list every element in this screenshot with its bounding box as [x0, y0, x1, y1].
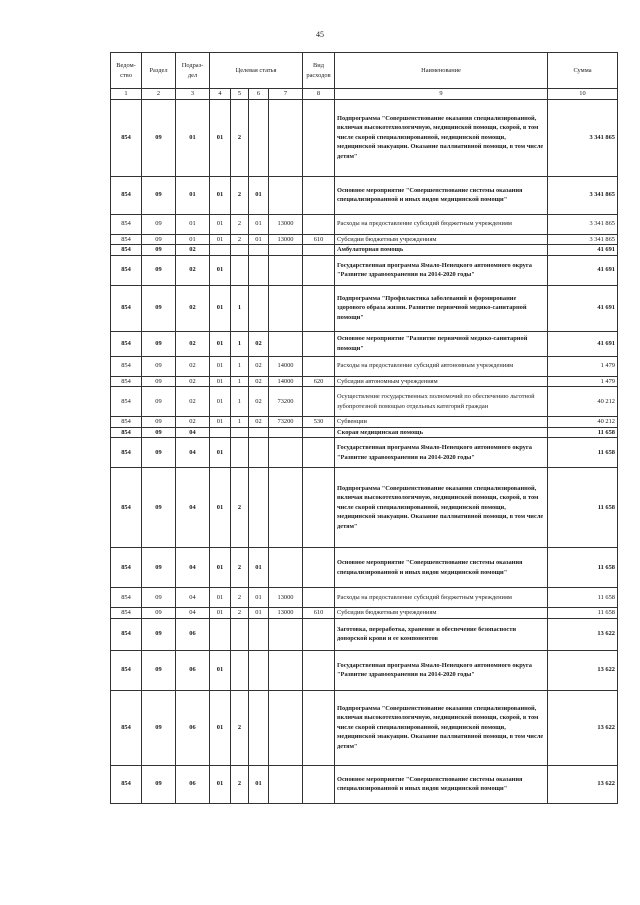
cell-ts-program: 01 — [210, 588, 231, 608]
cell-vid-raskhodov — [303, 468, 335, 548]
cell-naimenovanie: Скорая медицинская помощь — [335, 427, 548, 438]
cell-vid-raskhodov — [303, 650, 335, 690]
cell-vedomstvo: 854 — [111, 468, 142, 548]
cell-summa: 11 658 — [548, 438, 618, 468]
cell-razdel: 09 — [142, 438, 176, 468]
cell-vid-raskhodov — [303, 285, 335, 331]
cell-razdel: 09 — [142, 618, 176, 650]
cell-ts-program: 01 — [210, 438, 231, 468]
cell-podrazdel: 02 — [176, 376, 210, 387]
cell-razdel: 09 — [142, 427, 176, 438]
cell-podrazdel: 01 — [176, 99, 210, 176]
cell-naimenovanie: Государственная программа Ямало-Ненецкого автономного округа "Развитие здравоохранения на 2014-2020 годы" — [335, 438, 548, 468]
cell-vid-raskhodov: 620 — [303, 376, 335, 387]
cell-naimenovanie: Расходы на предоставление субсидий бюджетным учреждениям — [335, 214, 548, 234]
cell-ts-event — [249, 255, 269, 285]
cell-naimenovanie: Субвенции — [335, 417, 548, 428]
cell-summa: 13 622 — [548, 618, 618, 650]
cell-vid-raskhodov: 610 — [303, 234, 335, 245]
cell-vid-raskhodov: 530 — [303, 417, 335, 428]
cell-podrazdel: 02 — [176, 255, 210, 285]
cell-ts-event — [249, 438, 269, 468]
cell-podrazdel: 06 — [176, 618, 210, 650]
cell-naimenovanie: Подпрограмма "Совершенствование оказания специализированной, включая высокотехнологичную, медицинской помощи, скорой, в том числе скорой специализированной, медицинской помощи, медицинской эвакуации. Оказание паллиативной помощи, в том числе детям" — [335, 468, 548, 548]
cell-ts-program: 01 — [210, 214, 231, 234]
cell-ts-direction: 14000 — [269, 376, 303, 387]
cell-ts-subprogram: 2 — [231, 234, 249, 245]
cell-razdel: 09 — [142, 245, 176, 256]
cell-ts-event — [249, 245, 269, 256]
table-row — [111, 331, 618, 356]
cell-ts-event — [249, 427, 269, 438]
cell-ts-event — [249, 690, 269, 765]
cell-ts-program: 01 — [210, 650, 231, 690]
table-row — [111, 387, 618, 417]
cell-naimenovanie: Расходы на предоставление субсидий автономным учреждениям — [335, 356, 548, 376]
cell-naimenovanie: Основное мероприятие "Совершенствование системы оказания специализированной и иных видов медицинской помощи" — [335, 176, 548, 214]
cell-razdel: 09 — [142, 417, 176, 428]
cell-summa: 41 691 — [548, 255, 618, 285]
cell-ts-subprogram — [231, 618, 249, 650]
cell-ts-subprogram: 1 — [231, 417, 249, 428]
cell-ts-direction — [269, 99, 303, 176]
cell-podrazdel: 04 — [176, 468, 210, 548]
cell-podrazdel: 01 — [176, 176, 210, 214]
cell-vid-raskhodov — [303, 588, 335, 608]
table-row — [111, 99, 618, 176]
table-row — [111, 417, 618, 428]
cell-ts-direction — [269, 245, 303, 256]
cell-podrazdel: 02 — [176, 356, 210, 376]
cell-naimenovanie: Осуществление государственных полномочий по обеспечению льготной зубопротезной помощью отдельных категорий граждан — [335, 387, 548, 417]
table-row — [111, 588, 618, 608]
cell-vedomstvo: 854 — [111, 356, 142, 376]
cell-ts-subprogram: 2 — [231, 214, 249, 234]
cell-ts-direction: 14000 — [269, 356, 303, 376]
cell-ts-event: 01 — [249, 176, 269, 214]
cell-vedomstvo: 854 — [111, 376, 142, 387]
cell-ts-subprogram: 2 — [231, 608, 249, 619]
cell-ts-direction: 13000 — [269, 588, 303, 608]
cell-razdel: 09 — [142, 356, 176, 376]
cell-ts-event: 01 — [249, 765, 269, 803]
cell-naimenovanie: Субсидии бюджетным учреждениям — [335, 608, 548, 619]
header-razdel: Раздел — [142, 53, 176, 89]
cell-ts-direction — [269, 650, 303, 690]
cell-summa: 3 341 865 — [548, 214, 618, 234]
cell-vid-raskhodov — [303, 618, 335, 650]
cell-ts-subprogram: 1 — [231, 356, 249, 376]
table-row — [111, 427, 618, 438]
header-summa: Сумма — [548, 53, 618, 89]
cell-naimenovanie: Подпрограмма "Профилактика заболеваний и формирование здорового образа жизни. Развитие первичной медико-санитарной помощи" — [335, 285, 548, 331]
table-row — [111, 438, 618, 468]
cell-vedomstvo: 854 — [111, 588, 142, 608]
cell-ts-subprogram — [231, 650, 249, 690]
cell-podrazdel: 04 — [176, 427, 210, 438]
cell-vedomstvo: 854 — [111, 234, 142, 245]
column-number: 4 — [210, 89, 231, 100]
cell-ts-event: 02 — [249, 376, 269, 387]
cell-naimenovanie: Расходы на предоставление субсидий бюджетным учреждениям — [335, 588, 548, 608]
cell-ts-program: 01 — [210, 99, 231, 176]
cell-summa: 41 691 — [548, 285, 618, 331]
cell-ts-program — [210, 427, 231, 438]
header-tselevaya-statya: Целевая статья — [210, 53, 303, 89]
cell-ts-program: 01 — [210, 608, 231, 619]
cell-ts-program: 01 — [210, 548, 231, 588]
cell-ts-program: 01 — [210, 234, 231, 245]
cell-vid-raskhodov — [303, 765, 335, 803]
cell-naimenovanie: Государственная программа Ямало-Ненецкого автономного округа "Развитие здравоохранения на 2014-2020 годы" — [335, 255, 548, 285]
table-body — [111, 99, 618, 803]
cell-vid-raskhodov — [303, 255, 335, 285]
cell-ts-subprogram: 2 — [231, 176, 249, 214]
cell-podrazdel: 02 — [176, 417, 210, 428]
cell-ts-program: 01 — [210, 468, 231, 548]
cell-vedomstvo: 854 — [111, 214, 142, 234]
table-row — [111, 690, 618, 765]
cell-razdel: 09 — [142, 331, 176, 356]
cell-summa: 3 341 865 — [548, 176, 618, 214]
cell-vid-raskhodov — [303, 214, 335, 234]
cell-ts-event: 01 — [249, 234, 269, 245]
cell-vid-raskhodov — [303, 427, 335, 438]
cell-vedomstvo: 854 — [111, 417, 142, 428]
cell-vid-raskhodov — [303, 690, 335, 765]
cell-ts-program: 01 — [210, 255, 231, 285]
cell-summa: 3 341 865 — [548, 234, 618, 245]
cell-naimenovanie: Государственная программа Ямало-Ненецкого автономного округа "Развитие здравоохранения на 2014-2020 годы" — [335, 650, 548, 690]
cell-ts-subprogram — [231, 427, 249, 438]
cell-ts-direction — [269, 255, 303, 285]
cell-ts-program: 01 — [210, 690, 231, 765]
cell-vid-raskhodov — [303, 387, 335, 417]
cell-vedomstvo: 854 — [111, 245, 142, 256]
table-row — [111, 356, 618, 376]
cell-naimenovanie: Субсидии бюджетным учреждениям — [335, 234, 548, 245]
cell-ts-subprogram — [231, 255, 249, 285]
cell-ts-direction: 13000 — [269, 214, 303, 234]
table-row — [111, 214, 618, 234]
cell-ts-subprogram: 2 — [231, 548, 249, 588]
cell-ts-direction — [269, 331, 303, 356]
cell-ts-program: 01 — [210, 765, 231, 803]
cell-vedomstvo: 854 — [111, 438, 142, 468]
table-row — [111, 255, 618, 285]
cell-summa: 40 212 — [548, 417, 618, 428]
table-row — [111, 548, 618, 588]
cell-podrazdel: 06 — [176, 765, 210, 803]
cell-vedomstvo: 854 — [111, 387, 142, 417]
cell-razdel: 09 — [142, 548, 176, 588]
cell-razdel: 09 — [142, 387, 176, 417]
cell-vedomstvo: 854 — [111, 650, 142, 690]
cell-summa: 13 622 — [548, 690, 618, 765]
cell-podrazdel: 01 — [176, 234, 210, 245]
cell-vedomstvo: 854 — [111, 285, 142, 331]
cell-razdel: 09 — [142, 214, 176, 234]
cell-summa: 13 622 — [548, 765, 618, 803]
header-vid-raskhodov: Вид расходов — [303, 53, 335, 89]
cell-podrazdel: 02 — [176, 331, 210, 356]
cell-podrazdel: 06 — [176, 650, 210, 690]
cell-ts-direction: 73200 — [269, 417, 303, 428]
cell-ts-direction — [269, 285, 303, 331]
cell-ts-program: 01 — [210, 356, 231, 376]
column-number: 5 — [231, 89, 249, 100]
cell-razdel: 09 — [142, 285, 176, 331]
cell-razdel: 09 — [142, 99, 176, 176]
cell-ts-direction — [269, 427, 303, 438]
cell-ts-event: 02 — [249, 417, 269, 428]
cell-podrazdel: 06 — [176, 690, 210, 765]
cell-ts-program: 01 — [210, 176, 231, 214]
cell-ts-program — [210, 618, 231, 650]
cell-razdel: 09 — [142, 234, 176, 245]
cell-ts-event — [249, 468, 269, 548]
table-row — [111, 468, 618, 548]
cell-ts-event: 01 — [249, 214, 269, 234]
cell-ts-subprogram: 1 — [231, 387, 249, 417]
cell-summa: 41 691 — [548, 331, 618, 356]
cell-razdel: 09 — [142, 690, 176, 765]
cell-razdel: 09 — [142, 376, 176, 387]
cell-summa: 11 658 — [548, 588, 618, 608]
cell-ts-subprogram: 2 — [231, 765, 249, 803]
cell-ts-direction — [269, 438, 303, 468]
cell-summa: 11 658 — [548, 608, 618, 619]
column-number: 6 — [249, 89, 269, 100]
cell-vedomstvo: 854 — [111, 618, 142, 650]
cell-naimenovanie: Основное мероприятие "Совершенствование системы оказания специализированной и иных видов медицинской помощи" — [335, 765, 548, 803]
cell-vid-raskhodov — [303, 548, 335, 588]
cell-razdel: 09 — [142, 765, 176, 803]
cell-naimenovanie: Подпрограмма "Совершенствование оказания специализированной, включая высокотехнологичную, медицинской помощи, скорой, в том числе скорой специализированной, медицинской помощи, медицинской эвакуации. Оказание паллиативной помощи, в том числе детям" — [335, 99, 548, 176]
table-row — [111, 650, 618, 690]
cell-summa: 41 691 — [548, 245, 618, 256]
cell-razdel: 09 — [142, 176, 176, 214]
cell-vedomstvo: 854 — [111, 608, 142, 619]
cell-naimenovanie: Амбулаторная помощь — [335, 245, 548, 256]
column-number: 3 — [176, 89, 210, 100]
cell-vedomstvo: 854 — [111, 99, 142, 176]
cell-podrazdel: 02 — [176, 285, 210, 331]
cell-ts-subprogram: 2 — [231, 588, 249, 608]
cell-vid-raskhodov — [303, 176, 335, 214]
cell-ts-event — [249, 285, 269, 331]
cell-razdel: 09 — [142, 608, 176, 619]
cell-summa: 13 622 — [548, 650, 618, 690]
cell-vid-raskhodov — [303, 331, 335, 356]
cell-ts-subprogram: 1 — [231, 376, 249, 387]
cell-ts-direction — [269, 548, 303, 588]
table-row — [111, 608, 618, 619]
cell-vid-raskhodov — [303, 438, 335, 468]
cell-podrazdel: 04 — [176, 608, 210, 619]
column-number: 8 — [303, 89, 335, 100]
cell-vedomstvo: 854 — [111, 548, 142, 588]
cell-naimenovanie: Основное мероприятие "Развитие первичной медико-санитарной помощи" — [335, 331, 548, 356]
cell-vedomstvo: 854 — [111, 690, 142, 765]
cell-razdel: 09 — [142, 468, 176, 548]
cell-ts-program: 01 — [210, 376, 231, 387]
cell-ts-direction — [269, 468, 303, 548]
cell-ts-subprogram: 2 — [231, 690, 249, 765]
table-row — [111, 376, 618, 387]
table-row — [111, 285, 618, 331]
cell-vid-raskhodov: 610 — [303, 608, 335, 619]
cell-podrazdel: 04 — [176, 588, 210, 608]
column-number: 10 — [548, 89, 618, 100]
header-naimenovanie: Наименование — [335, 53, 548, 89]
cell-vedomstvo: 854 — [111, 427, 142, 438]
cell-ts-subprogram — [231, 438, 249, 468]
header-vedomstvo: Ведом-ство — [111, 53, 142, 89]
cell-ts-event — [249, 99, 269, 176]
column-number-row — [111, 89, 618, 100]
page-number: 45 — [316, 30, 324, 39]
cell-podrazdel: 04 — [176, 438, 210, 468]
table-row — [111, 234, 618, 245]
cell-ts-direction: 73200 — [269, 387, 303, 417]
cell-summa: 11 658 — [548, 548, 618, 588]
cell-ts-program: 01 — [210, 331, 231, 356]
cell-ts-program: 01 — [210, 285, 231, 331]
cell-vedomstvo: 854 — [111, 255, 142, 285]
cell-ts-event: 02 — [249, 356, 269, 376]
cell-podrazdel: 02 — [176, 387, 210, 417]
cell-razdel: 09 — [142, 650, 176, 690]
cell-podrazdel: 01 — [176, 214, 210, 234]
cell-vid-raskhodov — [303, 356, 335, 376]
table-row — [111, 765, 618, 803]
cell-ts-event — [249, 618, 269, 650]
cell-vedomstvo: 854 — [111, 176, 142, 214]
cell-ts-subprogram — [231, 245, 249, 256]
budget-table — [110, 52, 618, 804]
cell-ts-event: 01 — [249, 588, 269, 608]
table-row — [111, 245, 618, 256]
cell-naimenovanie: Основное мероприятие "Совершенствование системы оказания специализированной и иных видов медицинской помощи" — [335, 548, 548, 588]
cell-summa: 3 341 865 — [548, 99, 618, 176]
cell-ts-subprogram: 2 — [231, 468, 249, 548]
cell-summa: 11 658 — [548, 468, 618, 548]
cell-ts-direction — [269, 690, 303, 765]
cell-razdel: 09 — [142, 588, 176, 608]
cell-ts-direction: 13000 — [269, 608, 303, 619]
cell-podrazdel: 02 — [176, 245, 210, 256]
cell-vedomstvo: 854 — [111, 331, 142, 356]
cell-naimenovanie: Подпрограмма "Совершенствование оказания специализированной, включая высокотехнологичную, медицинской помощи, скорой, в том числе скорой специализированной, медицинской помощи, медицинской эвакуации. Оказание паллиативной помощи, в том числе детям" — [335, 690, 548, 765]
cell-ts-event — [249, 650, 269, 690]
cell-podrazdel: 04 — [176, 548, 210, 588]
cell-razdel: 09 — [142, 255, 176, 285]
cell-naimenovanie: Субсидии автономным учреждениям — [335, 376, 548, 387]
header-podrazdel: Подраз-дел — [176, 53, 210, 89]
cell-ts-subprogram: 1 — [231, 331, 249, 356]
cell-ts-program: 01 — [210, 387, 231, 417]
cell-summa: 11 658 — [548, 427, 618, 438]
cell-ts-program: 01 — [210, 417, 231, 428]
cell-summa: 40 212 — [548, 387, 618, 417]
cell-naimenovanie: Заготовка, переработка, хранение и обеспечение безопасности донорской крови и ее компонентов — [335, 618, 548, 650]
cell-vid-raskhodov — [303, 245, 335, 256]
cell-ts-event: 01 — [249, 548, 269, 588]
cell-ts-subprogram: 1 — [231, 285, 249, 331]
cell-ts-direction — [269, 618, 303, 650]
cell-summa: 1 479 — [548, 356, 618, 376]
table-row — [111, 618, 618, 650]
cell-ts-direction: 13000 — [269, 234, 303, 245]
column-number: 9 — [335, 89, 548, 100]
cell-ts-direction — [269, 176, 303, 214]
cell-ts-program — [210, 245, 231, 256]
table-row — [111, 176, 618, 214]
cell-ts-event: 02 — [249, 387, 269, 417]
cell-ts-event: 01 — [249, 608, 269, 619]
cell-summa: 1 479 — [548, 376, 618, 387]
column-number: 7 — [269, 89, 303, 100]
cell-ts-event: 02 — [249, 331, 269, 356]
cell-ts-direction — [269, 765, 303, 803]
column-number: 1 — [111, 89, 142, 100]
column-number: 2 — [142, 89, 176, 100]
cell-vedomstvo: 854 — [111, 765, 142, 803]
cell-ts-subprogram: 2 — [231, 99, 249, 176]
cell-vid-raskhodov — [303, 99, 335, 176]
